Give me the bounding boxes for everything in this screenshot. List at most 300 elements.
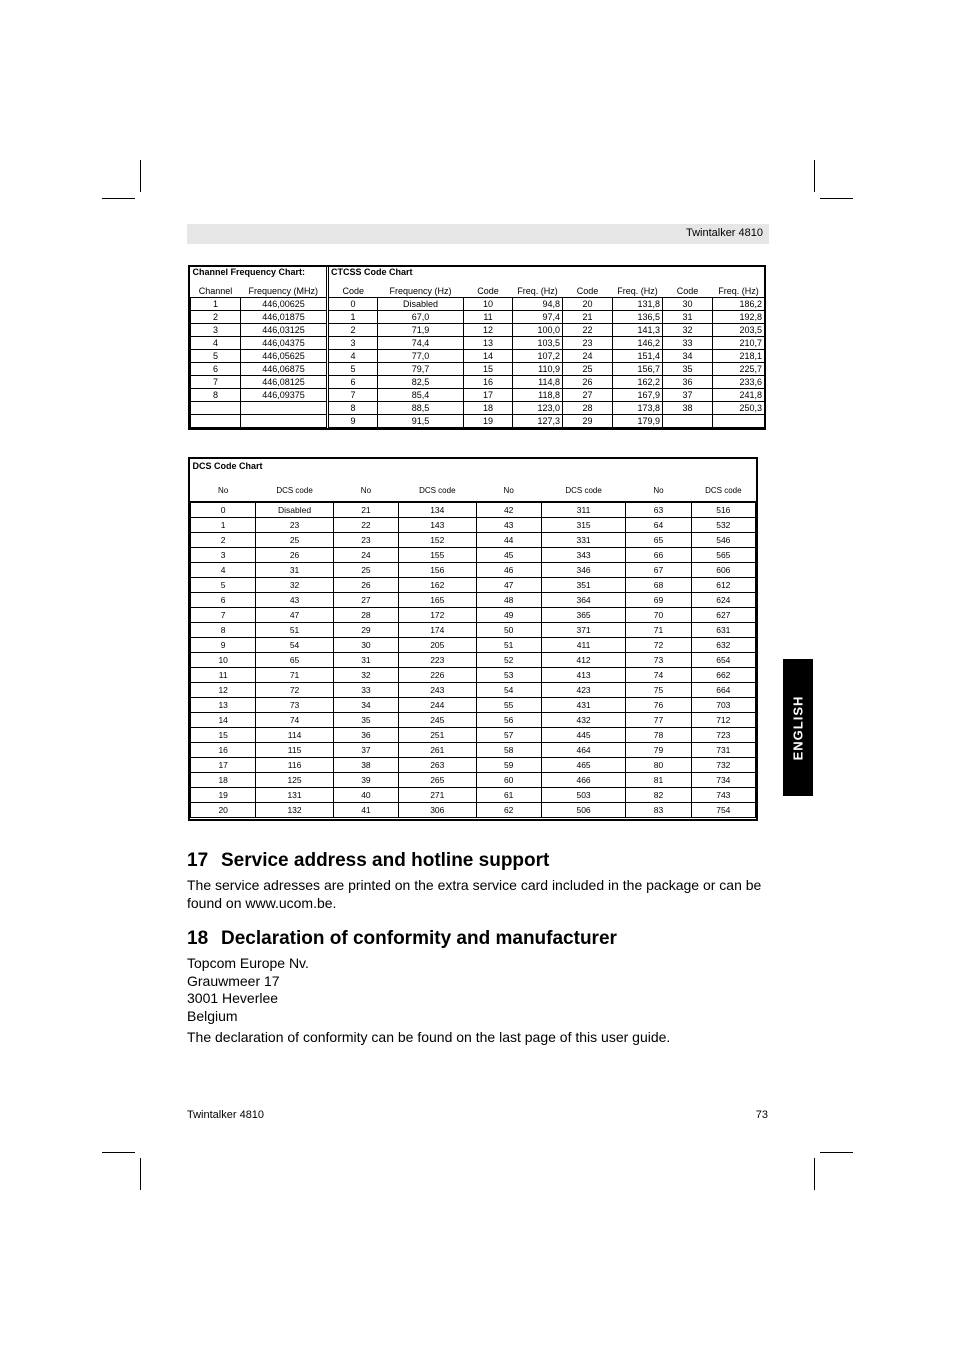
dcs-cell: 606 (691, 563, 755, 578)
dcs-cell: 1 (191, 518, 256, 533)
dcs-cell: 114 (256, 728, 333, 743)
dcs-column-header: No (476, 479, 541, 502)
dcs-cell: 165 (399, 593, 476, 608)
crop-mark (140, 160, 141, 192)
channel-cell: 5 (191, 350, 241, 363)
ctcss-column-header: Freq. (Hz) (517, 285, 558, 296)
address-line: Grauwmeer 17 (187, 972, 280, 989)
ctcss-cell: 186,2 (713, 298, 765, 311)
ctcss-cell: 141,3 (613, 324, 663, 337)
section-17-number: 17 (187, 850, 209, 871)
dcs-cell: 0 (191, 502, 256, 518)
section-17-line: found on www.ucom.be. (187, 895, 337, 911)
table-row (191, 653, 756, 668)
ctcss-column-header: Code (676, 285, 699, 296)
dcs-cell: 28 (333, 608, 398, 623)
table-row (191, 788, 756, 803)
dcs-cell: 39 (333, 773, 398, 788)
dcs-cell: 31 (333, 653, 398, 668)
dcs-cell: 632 (691, 638, 755, 653)
dcs-cell: 42 (476, 502, 541, 518)
ctcss-cell: 0 (328, 298, 378, 311)
table-row (191, 324, 765, 337)
channel-cell: 4 (191, 337, 241, 350)
dcs-cell: 11 (191, 668, 256, 683)
dcs-cell: 263 (399, 758, 476, 773)
ctcss-cell: 91,5 (378, 415, 464, 428)
crop-mark (140, 1158, 141, 1190)
dcs-cell: 7 (191, 608, 256, 623)
dcs-cell: 265 (399, 773, 476, 788)
dcs-cell: 243 (399, 683, 476, 698)
dcs-cell: 46 (476, 563, 541, 578)
channel-cell: 1 (191, 298, 241, 311)
dcs-cell: 26 (256, 548, 333, 563)
dcs-cell: 271 (399, 788, 476, 803)
dcs-cell: 226 (399, 668, 476, 683)
crop-mark (820, 1152, 853, 1153)
dcs-cell: 506 (541, 803, 625, 818)
dcs-cell: 36 (333, 728, 398, 743)
dcs-cell: 20 (191, 803, 256, 818)
dcs-cell: 351 (541, 578, 625, 593)
dcs-cell: 52 (476, 653, 541, 668)
dcs-cell: 56 (476, 713, 541, 728)
dcs-cell: 131 (256, 788, 333, 803)
ctcss-cell: 118,8 (513, 389, 563, 402)
dcs-cell: 58 (476, 743, 541, 758)
ctcss-cell: 4 (328, 350, 378, 363)
dcs-cell: 205 (399, 638, 476, 653)
ctcss-cell: 179,9 (613, 415, 663, 428)
ctcss-cell: 18 (464, 402, 513, 415)
ctcss-cell: 14 (464, 350, 513, 363)
table-row (191, 389, 765, 402)
table-row (191, 758, 756, 773)
channel-cell (191, 415, 241, 428)
ctcss-cell: 37 (663, 389, 713, 402)
dcs-cell: 5 (191, 578, 256, 593)
dcs-cell: 76 (626, 698, 691, 713)
channel-cell: 446,03125 (241, 324, 328, 337)
table-row (191, 623, 756, 638)
ctcss-cell: 24 (563, 350, 613, 363)
address-line: 3001 Heverlee (187, 990, 279, 1006)
dcs-cell: 25 (256, 533, 333, 548)
ctcss-cell: 218,1 (713, 350, 765, 363)
ctcss-cell: 16 (464, 376, 513, 389)
footer-title: Twintalker 4810 (187, 1109, 265, 1121)
dcs-cell: 723 (691, 728, 755, 743)
dcs-cell: 431 (541, 698, 625, 713)
dcs-cell: 45 (476, 548, 541, 563)
dcs-cell: 115 (256, 743, 333, 758)
section-18-number: 18 (187, 928, 209, 949)
ctcss-cell: 23 (563, 337, 613, 350)
ctcss-cell: 17 (464, 389, 513, 402)
section-17-body (187, 876, 772, 912)
channel-cell: 446,04375 (241, 337, 328, 350)
ctcss-cell: 71,9 (378, 324, 464, 337)
ctcss-cell: 31 (663, 311, 713, 324)
ctcss-cell: 192,8 (713, 311, 765, 324)
table-row (191, 311, 765, 324)
table-row (191, 698, 756, 713)
dcs-cell: 43 (476, 518, 541, 533)
dcs-cell: 12 (191, 683, 256, 698)
dcs-cell: 21 (333, 502, 398, 518)
ctcss-cell: 9 (328, 415, 378, 428)
dcs-cell: 174 (399, 623, 476, 638)
page-number: 73 (755, 1109, 768, 1121)
dcs-cell: 132 (256, 803, 333, 818)
table-row (191, 743, 756, 758)
dcs-cell: 743 (691, 788, 755, 803)
dcs-cell: 43 (256, 593, 333, 608)
ctcss-cell: 30 (663, 298, 713, 311)
channel-cell: 446,06875 (241, 363, 328, 376)
ctcss-cell: 107,2 (513, 350, 563, 363)
dcs-cell: 44 (476, 533, 541, 548)
ctcss-cell: 6 (328, 376, 378, 389)
dcs-cell: 371 (541, 623, 625, 638)
dcs-cell: 116 (256, 758, 333, 773)
dcs-cell: 79 (626, 743, 691, 758)
dcs-cell: 61 (476, 788, 541, 803)
channel-cell: 446,05625 (241, 350, 328, 363)
ctcss-cell: 151,4 (613, 350, 663, 363)
dcs-cell: 53 (476, 668, 541, 683)
channel-cell: 8 (191, 389, 241, 402)
dcs-cell: 32 (333, 668, 398, 683)
ctcss-cell: 32 (663, 324, 713, 337)
dcs-cell: 35 (333, 713, 398, 728)
dcs-cell: 30 (333, 638, 398, 653)
ctcss-cell: 15 (464, 363, 513, 376)
crop-mark (814, 1158, 815, 1190)
dcs-cell: 412 (541, 653, 625, 668)
ctcss-cell: 77,0 (378, 350, 464, 363)
table-row (191, 608, 756, 623)
dcs-cell: 65 (256, 653, 333, 668)
dcs-cell: 51 (476, 638, 541, 653)
dcs-cell: 712 (691, 713, 755, 728)
ctcss-cell: 7 (328, 389, 378, 402)
table-row (191, 337, 765, 350)
dcs-cell: 16 (191, 743, 256, 758)
dcs-cell: 73 (626, 653, 691, 668)
dcs-column-header: DCS code (399, 479, 476, 502)
dcs-cell: 68 (626, 578, 691, 593)
language-tab-label: ENGLISH (790, 695, 806, 760)
ctcss-cell: 12 (464, 324, 513, 337)
dcs-cell: 413 (541, 668, 625, 683)
channel-cell: 446,01875 (241, 311, 328, 324)
dcs-cell: 754 (691, 803, 755, 818)
ctcss-cell: 21 (563, 311, 613, 324)
channel-cell: 7 (191, 376, 241, 389)
crop-mark (820, 198, 853, 199)
dcs-cell: 432 (541, 713, 625, 728)
dcs-cell: 445 (541, 728, 625, 743)
dcs-column-header: DCS code (541, 479, 625, 502)
dcs-cell: 143 (399, 518, 476, 533)
dcs-cell: 47 (476, 578, 541, 593)
crop-mark (814, 160, 815, 192)
ctcss-cell: 210,7 (713, 337, 765, 350)
dcs-cell: 81 (626, 773, 691, 788)
dcs-cell: 71 (626, 623, 691, 638)
ctcss-cell: 114,8 (513, 376, 563, 389)
dcs-cell: 411 (541, 638, 625, 653)
ctcss-cell: 162,2 (613, 376, 663, 389)
channel-column-header: Frequency (MHz) (248, 285, 318, 296)
ctcss-column-header: Freq. (Hz) (617, 285, 658, 296)
channel-cell: 2 (191, 311, 241, 324)
dcs-cell: 732 (691, 758, 755, 773)
ctcss-cell: 88,5 (378, 402, 464, 415)
dcs-cell: 612 (691, 578, 755, 593)
dcs-cell: 33 (333, 683, 398, 698)
chart-header-row (191, 479, 756, 502)
dcs-cell: 703 (691, 698, 755, 713)
ctcss-cell: 85,4 (378, 389, 464, 402)
chart-title-row (191, 267, 765, 285)
dcs-cell: 731 (691, 743, 755, 758)
dcs-cell: 516 (691, 502, 755, 518)
dcs-cell: 466 (541, 773, 625, 788)
address-line: Belgium (187, 1007, 238, 1024)
ctcss-cell: 103,5 (513, 337, 563, 350)
ctcss-cell: 3 (328, 337, 378, 350)
frequency-code-charts (188, 265, 766, 430)
dcs-cell: 9 (191, 638, 256, 653)
table-row (191, 638, 756, 653)
section-17-heading (187, 850, 549, 872)
ctcss-cell: 13 (464, 337, 513, 350)
ctcss-cell: 82,5 (378, 376, 464, 389)
dcs-cell: 47 (256, 608, 333, 623)
dcs-cell: 223 (399, 653, 476, 668)
dcs-column-header: DCS code (256, 479, 333, 502)
ctcss-cell: 94,8 (513, 298, 563, 311)
ctcss-cell: 27 (563, 389, 613, 402)
dcs-cell: 63 (626, 502, 691, 518)
dcs-column-header: No (333, 479, 398, 502)
dcs-cell: 27 (333, 593, 398, 608)
table-row (191, 668, 756, 683)
ctcss-cell: 22 (563, 324, 613, 337)
dcs-cell: 23 (333, 533, 398, 548)
table-row (191, 518, 756, 533)
dcs-cell: Disabled (256, 502, 333, 518)
channel-cell: 446,09375 (241, 389, 328, 402)
dcs-cell: 155 (399, 548, 476, 563)
dcs-cell: 664 (691, 683, 755, 698)
table-row (191, 713, 756, 728)
dcs-cell: 23 (256, 518, 333, 533)
table-row (191, 376, 765, 389)
dcs-cell: 78 (626, 728, 691, 743)
dcs-cell: 311 (541, 502, 625, 518)
dcs-cell: 67 (626, 563, 691, 578)
dcs-cell: 156 (399, 563, 476, 578)
dcs-cell: 73 (256, 698, 333, 713)
ctcss-cell: 250,3 (713, 402, 765, 415)
dcs-cell: 662 (691, 668, 755, 683)
ctcss-cell: 28 (563, 402, 613, 415)
ctcss-cell: 26 (563, 376, 613, 389)
dcs-cell: 62 (476, 803, 541, 818)
ctcss-cell: 173,8 (613, 402, 663, 415)
table-row (191, 563, 756, 578)
dcs-cell: 4 (191, 563, 256, 578)
dcs-cell: 14 (191, 713, 256, 728)
dcs-cell: 24 (333, 548, 398, 563)
dcs-column-header: DCS code (691, 479, 755, 502)
channel-cell (191, 402, 241, 415)
section-18-title: Declaration of conformity and manufacturer (221, 928, 617, 949)
ctcss-cell: 10 (464, 298, 513, 311)
dcs-cell: 134 (399, 502, 476, 518)
dcs-cell: 152 (399, 533, 476, 548)
dcs-cell: 32 (256, 578, 333, 593)
ctcss-cell: 8 (328, 402, 378, 415)
dcs-cell: 125 (256, 773, 333, 788)
dcs-cell: 734 (691, 773, 755, 788)
ctcss-cell: 25 (563, 363, 613, 376)
dcs-table (190, 459, 756, 818)
ctcss-cell: 100,0 (513, 324, 563, 337)
dcs-cell: 69 (626, 593, 691, 608)
dcs-cell: 34 (333, 698, 398, 713)
ctcss-cell: Disabled (378, 298, 464, 311)
dcs-chart-title: DCS Code Chart (192, 461, 263, 471)
dcs-cell: 13 (191, 698, 256, 713)
table-row (191, 298, 765, 311)
ctcss-column-header: Frequency (Hz) (389, 285, 452, 296)
ctcss-cell: 79,7 (378, 363, 464, 376)
header-title: Twintalker 4810 (685, 227, 763, 239)
ctcss-cell: 34 (663, 350, 713, 363)
dcs-cell: 59 (476, 758, 541, 773)
dcs-cell: 41 (333, 803, 398, 818)
dcs-cell: 49 (476, 608, 541, 623)
ctcss-cell: 5 (328, 363, 378, 376)
dcs-cell: 627 (691, 608, 755, 623)
table-row (191, 402, 765, 415)
ctcss-cell: 203,5 (713, 324, 765, 337)
dcs-cell: 25 (333, 563, 398, 578)
table-row (191, 578, 756, 593)
dcs-cell: 38 (333, 758, 398, 773)
dcs-cell: 346 (541, 563, 625, 578)
dcs-cell: 423 (541, 683, 625, 698)
ctcss-cell: 225,7 (713, 363, 765, 376)
ctcss-cell: 136,5 (613, 311, 663, 324)
channel-cell (241, 415, 328, 428)
dcs-cell: 82 (626, 788, 691, 803)
dcs-cell: 70 (626, 608, 691, 623)
ctcss-cell: 146,2 (613, 337, 663, 350)
dcs-cell: 51 (256, 623, 333, 638)
dcs-cell: 631 (691, 623, 755, 638)
table-row (191, 350, 765, 363)
table-row (191, 773, 756, 788)
channel-cell: 446,08125 (241, 376, 328, 389)
dcs-cell: 10 (191, 653, 256, 668)
dcs-cell: 80 (626, 758, 691, 773)
dcs-cell: 251 (399, 728, 476, 743)
manufacturer-address (187, 955, 309, 1025)
chart-header-row (191, 285, 765, 298)
dcs-cell: 465 (541, 758, 625, 773)
ctcss-cell (713, 415, 765, 428)
dcs-cell: 83 (626, 803, 691, 818)
dcs-cell: 66 (626, 548, 691, 563)
dcs-cell: 48 (476, 593, 541, 608)
dcs-cell: 15 (191, 728, 256, 743)
table-row (191, 803, 756, 818)
channel-chart-title: Channel Frequency Chart: (192, 267, 306, 277)
dcs-cell: 6 (191, 593, 256, 608)
ctcss-cell: 38 (663, 402, 713, 415)
ctcss-cell: 67,0 (378, 311, 464, 324)
dcs-cell: 72 (626, 638, 691, 653)
dcs-cell: 261 (399, 743, 476, 758)
ctcss-cell: 2 (328, 324, 378, 337)
ctcss-column-header: Code (328, 285, 378, 298)
dcs-cell: 31 (256, 563, 333, 578)
dcs-cell: 654 (691, 653, 755, 668)
ctcss-cell: 11 (464, 311, 513, 324)
dcs-cell: 71 (256, 668, 333, 683)
ctcss-column-header: Code (576, 285, 599, 296)
dcs-cell: 17 (191, 758, 256, 773)
ctcss-cell: 110,9 (513, 363, 563, 376)
dcs-cell: 74 (256, 713, 333, 728)
dcs-cell: 331 (541, 533, 625, 548)
table-row (191, 533, 756, 548)
dcs-cell: 54 (476, 683, 541, 698)
crop-mark (102, 1152, 135, 1153)
dcs-cell: 74 (626, 668, 691, 683)
dcs-cell: 40 (333, 788, 398, 803)
dcs-cell: 565 (691, 548, 755, 563)
dcs-cell: 55 (476, 698, 541, 713)
section-17-line: The service adresses are printed on the extra service card included in the package or can be (187, 877, 762, 893)
running-header (187, 224, 769, 244)
channel-cell: 446,00625 (241, 298, 328, 311)
ctcss-cell: 97,4 (513, 311, 563, 324)
section-18-body: The declaration of conformity can be found on the last page of this user guide. (187, 1029, 671, 1045)
ctcss-cell: 74,4 (378, 337, 464, 350)
dcs-cell: 3 (191, 548, 256, 563)
ctcss-cell: 20 (563, 298, 613, 311)
table-row (191, 683, 756, 698)
channel-cell (241, 402, 328, 415)
section-18-heading (187, 928, 617, 950)
dcs-cell: 8 (191, 623, 256, 638)
dcs-cell: 306 (399, 803, 476, 818)
dcs-cell: 162 (399, 578, 476, 593)
dcs-cell: 172 (399, 608, 476, 623)
dcs-cell: 77 (626, 713, 691, 728)
table-row (191, 502, 756, 518)
ctcss-cell: 123,0 (513, 402, 563, 415)
ctcss-cell: 127,3 (513, 415, 563, 428)
dcs-cell: 365 (541, 608, 625, 623)
